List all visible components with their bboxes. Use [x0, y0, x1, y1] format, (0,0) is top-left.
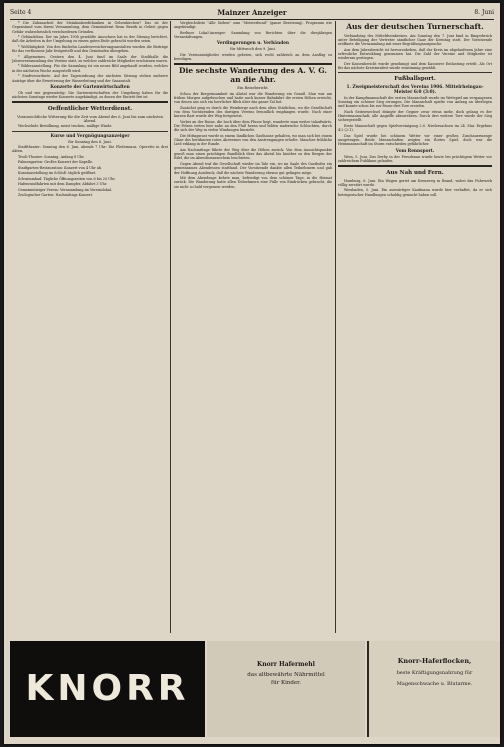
section-text: Ob und wie gegenwärtig: Die Gartenwirtschaften der Umgebung haben für die nächsten Sonntage wieder Konzerte angekündigt, zu denen der Eintritt frei ist. [12, 90, 168, 100]
nah-fern-paragraph: Wiesbaden, 5. Juni. Ein auswärtiger Kaufmann wurde hier verhaftet, da er sich betrügerischer Handlungen schuldig gemacht haben soll. [338, 188, 492, 197]
section-heading: Verdingerungen u. Verbänden [216, 41, 290, 47]
listings-heading: Kurse und Vergnügungsanzeiger [50, 133, 130, 139]
sport-heading: Fußballsport. [394, 76, 436, 83]
listing-item: Kunstausstellung im Schloß: täglich geöffnet. [18, 171, 97, 176]
section-text: Die Vereinsmitglieder werden gebeten, sich recht zahlreich an dem Ausflug zu beteiligen. [174, 52, 332, 61]
article-title: Die sechste Wanderung des A. V. G. an die Ahr. [178, 66, 327, 84]
column-left [12, 21, 168, 633]
divider [12, 101, 168, 103]
news-item: * Stadtverordnete. Auf der Tagesordnung der nächsten Sitzung stehen mehrere Anträge über die Erweiterung der Wasserleitung und der Gasanstalt. [12, 74, 168, 83]
knorr-hafermehl-ad [207, 641, 365, 737]
article-paragraph: Zunächst ging es durch die Weinberge nach dem alten Städtchen, wo die Gesellschaft von dem Vorsitzenden des dortigen Vereins freundlich empfangen wurde. Nach einer kurzen Rast wurde der Weg fortgesetzt. [174, 105, 332, 119]
turner-paragraph: Aus dem Jahresbericht ist hervorzuheben, daß der Kreis im abgelaufenen Jahre eine erfreuliche Entwicklung genommen hat. Die Zahl der Vereine und Mitglieder ist wiederum gestiegen. [338, 47, 492, 61]
column-right [338, 21, 492, 633]
article-paragraph: Schon der Bergeinsamkeit im Ahrtal war die Wanderung ein Genuß. Man war am frühen Morgen aufgebrochen und hatte nach kurzer Bahnfahrt die ersten Höhen erreicht, von denen aus sich ein herrlicher Blick über das ganze Tal bot. [174, 91, 332, 105]
page-header [10, 7, 494, 20]
news-item: * Wohltätigkeit. Von den fünfzehn Landesversicherungsanstalten wurden die Beiträge für das verflossene Jahr festgestellt und den Gemeinden übergeben. [12, 44, 168, 54]
weather-subtitle: Voraussichtliche Witterung für die Zeit vom Abend des 6. Juni bis zum nächsten Abend. [17, 114, 163, 124]
ad-description: beste Kräftigungsnahrung für [396, 670, 473, 676]
listing-item: Gemeinnütziger Verein: Versammlung im Vereinslokal. [18, 187, 113, 192]
article-paragraph: Vorbei an der Ruine, die hoch über dem Flusse liegt, wanderte man weiter talaufwärts. Die Felsen treten hier nahe an den Fluß heran und bilden malerische Schluchten, durch die sich der Weg in vielen Windungen hinzieht. [174, 119, 332, 133]
listing-item: Hafenrundfahrten mit dem Dampfer, Abfahrt 3 Uhr. [18, 182, 108, 187]
ad-product-name: Knorr-Haferflocken, [397, 657, 472, 665]
article-paragraph: Die Mittagsrast wurde in einem ländlichen Gasthause gehalten, wo man sich bei einem Glase des berühmten roten Ahrweines von den Anstrengungen erholte. Manches fröhliche Lied erklang in der Runde. [174, 133, 332, 147]
news-item: * Bilderausstellung. Für die Sammlung ist ein neues Bild angekauft worden, welches in der nächsten Woche ausgestellt wird. [12, 64, 168, 73]
rennsport-heading: Vom Rennsport. [395, 148, 435, 154]
news-item: * Die Zubauarbeit der Meinkonkreditbanken in Gelsenkirchen? Das ist der Gegenstand vom ihrem Versammlung, dem Gemeinderat Reun Bezirk in Gebiet gegen Gefahr wahrscheinlich verschiedenen Gründen. [12, 21, 168, 34]
sport-paragraph: In der Kampfmannschaft der ersten Mannschaft wurde im Wettspiel am vergangenen Sonntag ein schöner Sieg errungen. Die Mannschaft spielte von Anfang an überlegen und konnte schon bis zur Pause drei Tore erzielen. [338, 95, 492, 109]
column-rule [170, 21, 171, 633]
divider [12, 131, 168, 132]
article-paragraph: Am Nachmittage führte der Weg über die Höhen zurück. Von dem Aussichtspunkte genoß man einen prächtigen Rundblick über das Ahrtal bis hinüber zu den Bergen der Eifel, die im Abendsonnenschein leuchteten. [174, 147, 332, 161]
section-subtitle: für Mittwoch den 9. Juni. [230, 47, 276, 52]
column-rule [335, 21, 336, 633]
newspaper-name: Mainzer Anzeiger [217, 8, 287, 17]
listing-item: Palmengarten: Großes Konzert der Kapelle. [18, 160, 94, 165]
sport-paragraph: Das Spiel wurde bei schönem Wetter vor einer großen Zuschauermenge ausgetragen. Beide Mannschaften zeigten ein flottes Spiel, doch war die Heimmannschaft im Sturm entschieden gefährlicher. [338, 133, 492, 147]
listings-subtitle: für Sonntag den 6. Juni. [68, 139, 112, 144]
divider [338, 165, 492, 167]
rennsport-text: Wien, 5. Juni. Das Derby in der Freudenau wurde heute bei prächtigem Wetter vor zahlreichem Publikum gelaufen. [338, 154, 492, 163]
article-paragraph: Mit dem Abendzuge kehrte man, befriedigt von dem schönen Tage, in die Heimat zurück. Die Wanderung hatte allen Teilnehmern eine Fülle von Eindrücken gebracht, die sie nicht so bald vergessen werden. [174, 176, 332, 189]
listing-item: Stadttheater: Sonntag den 6. Juni, abends 7 Uhr: Die Fledermaus. Operette in drei Akten. [12, 145, 168, 154]
listing-item: Schwimmbad: Tägliche Öffnungszeiten von 6 bis 20 Uhr. [18, 176, 116, 181]
ad-description-2: Magenschwache u. Blutarme. [396, 681, 473, 687]
listing-item: Zoologischer Garten: Nachmittags Konzert. [18, 193, 94, 198]
ad-tagline: das altbewährte Nährmittel [247, 672, 325, 678]
page-number: Seite 4 [10, 9, 32, 16]
nah-fern-heading: Aus Nah und Fern. [386, 170, 444, 177]
news-item: * Allgemeines. Gestern den 4. Juni fand im Saale der Stadthalle die Jahresversammlung des Vereins statt, zu welcher zahlreiche Mitglieder erschienen waren. [12, 54, 168, 63]
column-middle [174, 21, 332, 633]
sport-paragraph: Erste Mannschaft gegen Spielvereinigung 2:0. Niedersachsen im 24. Mai. Ergebnis 4:2 (2:1). [338, 123, 492, 133]
listing-item: Tivoli-Theater: Sonntag, Anfang 8 Uhr. [18, 154, 85, 159]
divider [338, 72, 492, 73]
listing-item: Stadtgarten-Restauration: Konzert von 4 Uhr ab. [18, 165, 103, 170]
article-subtitle: Ein Reisebericht. [237, 86, 269, 91]
sport-paragraph: Nach Seitenwechsel drängte der Gegner zwar etwas mehr, doch gelang es der Hintermannschaft, alle Angriffe abzuwehren. Durch drei weitere Tore wurde der Sieg sichergestellt. [338, 109, 492, 123]
newspaper-page [4, 3, 500, 744]
divider [174, 63, 332, 65]
weather-heading: Oeffentlicher Wetterdienst. [47, 106, 133, 113]
ad-tagline-2: für Kinder. [271, 680, 301, 686]
news-item: Vergleichsliste "Alle Sieben" zum "Meisterbund" (ganze Besetzung). Programm wie angekündigt. [174, 21, 332, 30]
knorr-haferflocken-ad [367, 641, 500, 737]
article-paragraph: Gegen Abend traf die Gesellschaft wieder im Tale ein, wo im Saale des Gasthofes ein gemeinsames Abendessen stattfand. Der Vorsitzende dankte allen Teilnehmern und gab der Hoffnung Ausdruck, daß die nächste Wanderung ebenso gut gelingen möge. [174, 161, 332, 175]
weather-text: Wechselnde Bewölkung, meist trocken, mäßige Winde. [18, 124, 113, 129]
news-item: Berliner Lokal-Anzeiger: Sammlung von Berichten über die diesjährigen Veranstaltungen. [174, 30, 332, 40]
ad-product-name: Knorr Hafermehl [257, 661, 315, 668]
section-heading: Konzerte der Gartenwirtschaften [50, 84, 130, 90]
turner-title: Aus der deutschen Turnerschaft. [346, 22, 484, 31]
sport-subheading: 1. Zweigmeisterschaft des Vereins 1906. Mittelrheingau-Meister 6:0 (3:0). [346, 84, 484, 95]
news-item: * Gebäudebau. Der im Jahre 1908 gewählte Ausschuss hat in der Sitzung berichtet, daß die Arbeiten in der Umgebung zu einem guten Ende gebracht worden seien. [12, 35, 168, 44]
issue-date: 8. Juni [474, 9, 494, 16]
nah-fern-paragraph: Homburg, 6. Juni. Ein Wagen geriet am Kreuzweg in Brand, wobei das Fuhrwerk völlig zerstört wurde. [338, 178, 492, 187]
turner-paragraph: Der Kassenbericht wurde genehmigt und dem Kassierer Entlastung erteilt. Als Ort für das nächste Kreisturnfest wurde einstimmig gewählt. [338, 61, 492, 70]
knorr-ad-logo: KNORR [10, 641, 205, 737]
turner-paragraph: Verbandstag des Mittelrheinkreises. Am Sonntag den 7. Juni fand in Bingerbrück unter Beteiligung der Vertreter sämtlicher Gaue der Kreistag statt. Der Vorsitzende eröffnete die Versammlung mit einer Begrüßungsansprache. [338, 33, 492, 47]
